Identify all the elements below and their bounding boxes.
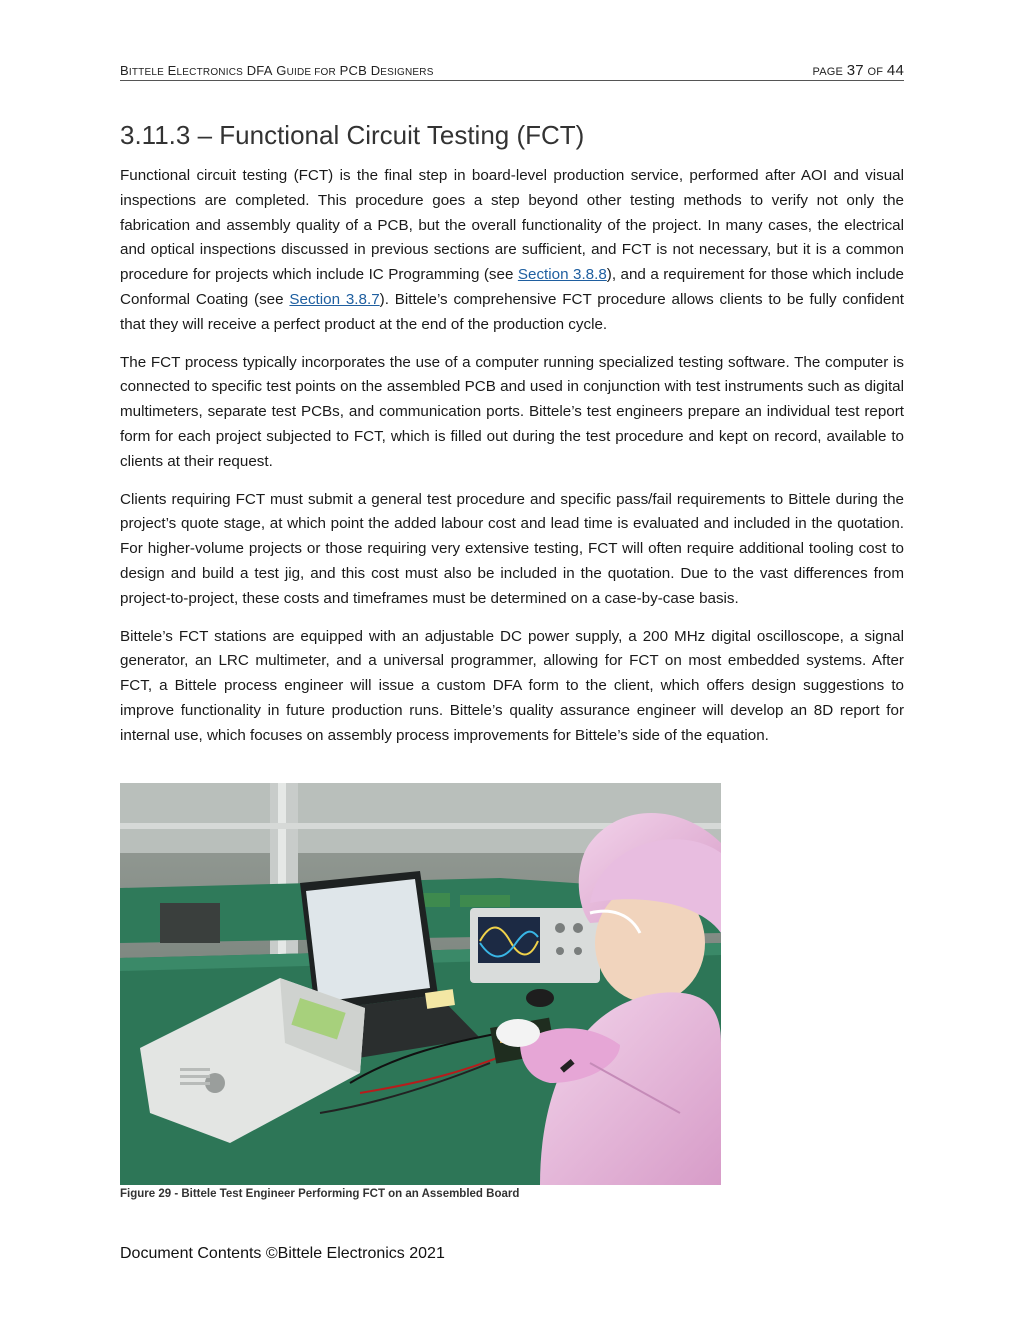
paragraph-4: Bittele’s FCT stations are equipped with an adjustable DC power supply, a 200 MHz digital oscilloscope, a signal generator, an LRC multimeter, and a universal programmer, allowing for FCT on most embedded systems. After FCT, a Bittele process engineer will issue a custom DFA form to the client, which offers design suggestions to improve functionality in future production runs. Bittele’s quality assurance engineer will develop an 8D report for internal use, which focuses on assembly process improvements for Bittele’s side of the equation. — [120, 627, 904, 744]
fct-photo — [120, 783, 721, 1185]
header-document-title: BITTELE ELECTRONICS DFA GUIDE FOR PCB DESIGNERS — [120, 63, 434, 78]
paragraph-1: Functional circuit testing (FCT) is the final step in board-level production service, performed after AOI and visual inspections are completed. This procedure goes a step beyond other testing methods to verify not only the fabrication and assembly quality of a PCB, but the overall functionality of the project. In many cases, the electrical and optical inspections discussed in previous sections are sufficient, and FCT is not necessary, but it is a common procedure for projects which include IC Programming (see Section 3.8.8), and a requirement for those which include Conformal Coating (see Section 3.8.7). Bittele’s comprehensive FCT procedure allows clients to be fully confident that they will receive a perfect product at the end of the production cycle. — [120, 167, 905, 333]
page-footer: Document Contents ©Bittele Electronics 2021 — [120, 1245, 445, 1262]
section-3-8-8-link[interactable]: Section 3.8.8 — [517, 266, 607, 284]
body-text — [120, 164, 904, 762]
paragraph-2: The FCT process typically incorporates the use of a computer running specialized testing software. The computer is connected to specific test points on the assembled PCB and used in conjunction with test instruments such as digital multimeters, separate test PCBs, and communication ports. Bittele’s test engineers prepare an individual test report form for each project subjected to FCT, which is filled out during the test procedure and kept on record, available to clients at their request. — [120, 353, 904, 470]
section-title: 3.11.3 – Functional Circuit Testing (FCT) — [120, 120, 585, 150]
header-page-number: PAGE 37 OF 44 — [812, 62, 904, 79]
page-header — [120, 60, 904, 81]
section-3-8-7-link[interactable]: Section 3.8.7 — [289, 290, 380, 308]
fct-photo-illustration — [120, 783, 721, 1185]
paragraph-3: Clients requiring FCT must submit a general test procedure and specific pass/fail requirements to Bittele during the project’s quote stage, at which point the added labour cost and lead time is evaluated and included in the quotation. For higher-volume projects or those requiring very extensive testing, FCT will often require additional tooling cost to design and build a test jig, and this cost must also be included in the quotation. Due to the vast differences from project-to-project, these costs and timeframes must be determined on a case-by-case basis. — [120, 490, 904, 607]
figure-caption: Figure 29 - Bittele Test Engineer Performing FCT on an Assembled Board — [120, 1188, 520, 1200]
